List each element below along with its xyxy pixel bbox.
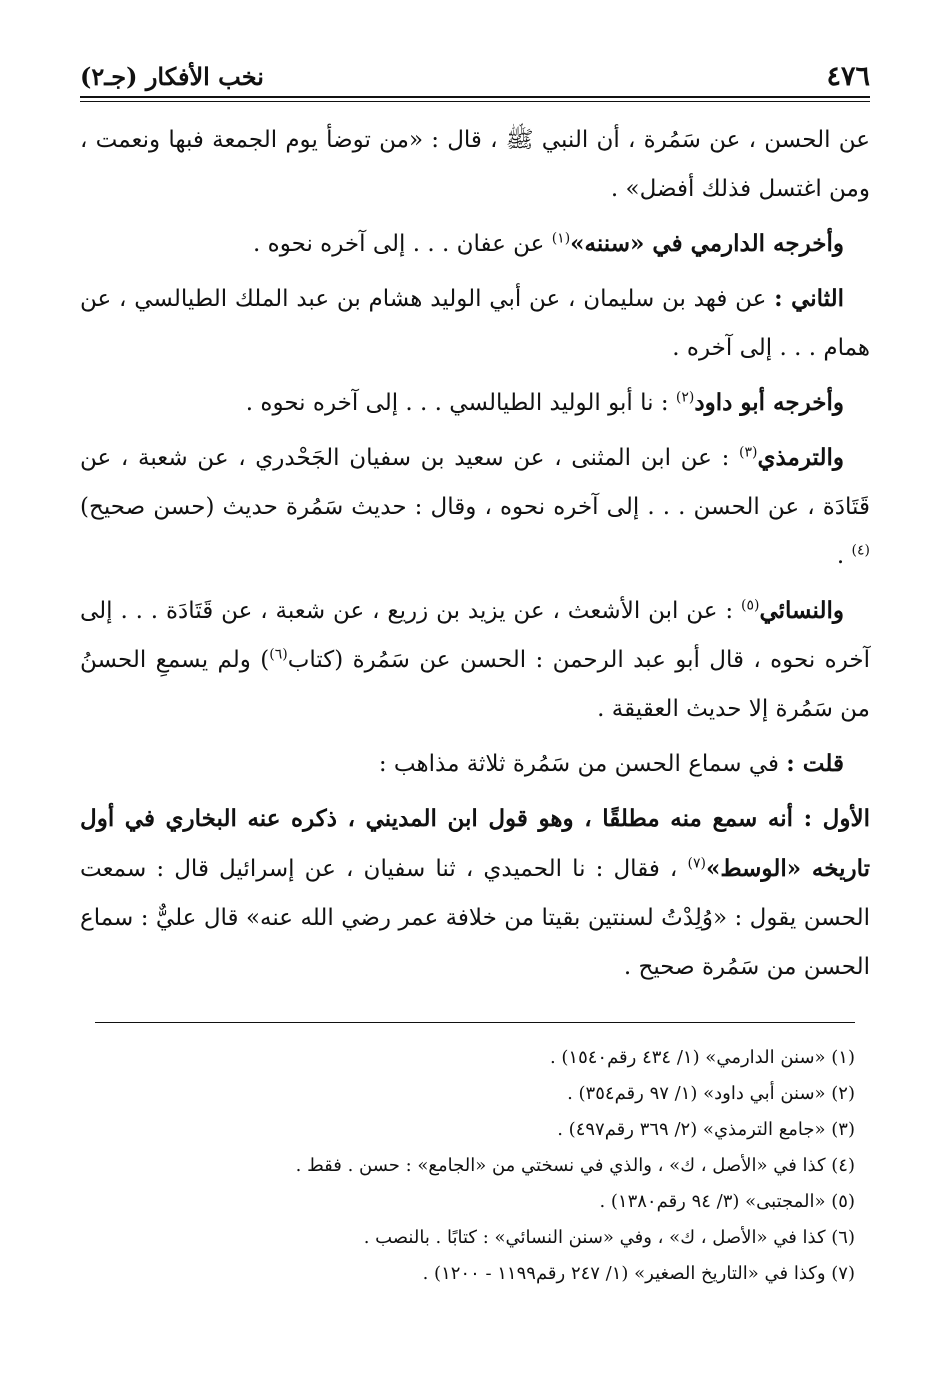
footnote-divider <box>95 1022 855 1023</box>
footnote-2: (٢) «سنن أبي داود» (١/ ٩٧ رقم٣٥٤) . <box>567 1083 855 1104</box>
paragraph-1: عن الحسن ، عن سَمُرة ، أن النبي ﷺ ، قال : «من توضأ يوم الجمعة فبها ونعمت ، ومن اغتسل فذلك أفضل» . <box>80 127 870 202</box>
footnote-ref-7[interactable]: (٧) <box>687 855 706 872</box>
header-rule-thin <box>80 101 870 102</box>
header-rule-thick <box>80 96 870 98</box>
footnote-7: (٧) وكذا في «التاريخ الصغير» (١/ ٢٤٧ رقم١١٩٩ - ١٢٠٠) . <box>422 1263 855 1284</box>
footnote-ref-6[interactable]: (٦) <box>269 646 288 663</box>
page-header <box>80 58 870 94</box>
paragraph-5-lead: والترمذي <box>757 444 844 471</box>
paragraph-5: والترمذي$^{(٣)}$ : عن ابن المثنى ، عن سعيد بن سفيان الجَحْدري ، عن شعبة ، عن قَتَادَة ، عن الحسن . . . إلى آخره نحوه ، وقال : حديث سَمُرة حديث (حسن صحيح)$^{(٤)}$ . <box>80 444 870 569</box>
paragraph-2-lead: وأخرجه الدارمي في «سننه» <box>570 230 844 257</box>
footnote-1: (١) «سنن الدارمي» (١/ ٤٣٤ رقم١٥٤٠) . <box>549 1047 855 1068</box>
footnote-5: (٥) «المجتبى» (٣/ ٩٤ رقم١٣٨٠) . <box>599 1191 855 1212</box>
book-title: نخب الأفكار (جـ٢) <box>80 61 264 91</box>
paragraph-3: الثاني : عن فهد بن سليمان ، عن أبي الوليد هشام بن عبد الملك الطيالسي ، عن همام . . . إلى آخره . <box>80 285 870 361</box>
paragraph-2: وأخرجه الدارمي في «سننه»$^{(١)}$ عن عفان . . . إلى آخره نحوه . <box>253 230 844 257</box>
footnote-ref-5[interactable]: (٥) <box>740 597 760 614</box>
paragraph-6-lead: والنسائي <box>759 597 844 624</box>
paragraph-4: وأخرجه أبو داود$^{(٢)}$ : نا أبو الوليد الطيالسي . . . إلى آخره نحوه . <box>245 389 844 416</box>
paragraph-6: والنسائي$^{(٥)}$ : عن ابن الأشعث ، عن يزيد بن زريع ، عن شعبة ، عن قَتَادَة . . . إلى آخره نحوه ، قال أبو عبد الرحمن : الحسن عن سَمُرة (كتاب$^{(٦)}$) ولم يسمعِ الحسنُ من سَمُرة إلا حديث العقيقة . <box>80 597 870 722</box>
footnotes <box>80 1040 855 1292</box>
footnote-3: (٣) «جامع الترمذي» (٢/ ٣٦٩ رقم٤٩٧) . <box>557 1119 855 1140</box>
paragraph-7-lead: قلت : <box>786 750 844 777</box>
footnote-4: (٤) كذا في «الأصل ، ك» ، والذي في نسختي من «الجامع» : حسن . فقط . <box>295 1155 855 1176</box>
paragraph-3-lead: الثاني : <box>774 285 845 312</box>
paragraph-4-lead: وأخرجه أبو داود <box>694 389 844 416</box>
paragraph-7: قلت : في سماع الحسن من سَمُرة ثلاثة مذاهب : <box>378 750 844 777</box>
main-text <box>80 116 870 997</box>
page-number: ٤٧٦ <box>826 60 870 92</box>
footnote-ref-3[interactable]: (٣) <box>739 444 758 461</box>
footnote-ref-1[interactable]: (١) <box>551 230 571 247</box>
footnote-ref-2[interactable]: (٢) <box>675 389 695 406</box>
footnote-6: (٦) كذا في «الأصل ، ك» ، وفي «سنن النسائي» : كتابًا . بالنصب . <box>363 1227 855 1248</box>
paragraph-8: الأول : أنه سمع منه مطلقًا ، وهو قول ابن المديني ، ذكره عنه البخاري في أول تاريخه «الوسط»$^{(٧)}$ ، فقال : نا الحميدي ، ثنا سفيان ، عن إسرائيل قال : سمعت الحسن يقول : «وُلِدْتُ لسنتين بقيتا من خلافة عمر رضي الله عنه» قال عليٌّ : سماع الحسن من سَمُرة صحيح . <box>80 805 870 980</box>
footnote-ref-4[interactable]: (٤) <box>851 542 870 559</box>
paragraph-8-lead: الأول : أنه سمع منه مطلقًا ، وهو قول ابن المديني ، ذكره عنه البخاري في أول تاريخه «الوسط» <box>80 805 870 882</box>
